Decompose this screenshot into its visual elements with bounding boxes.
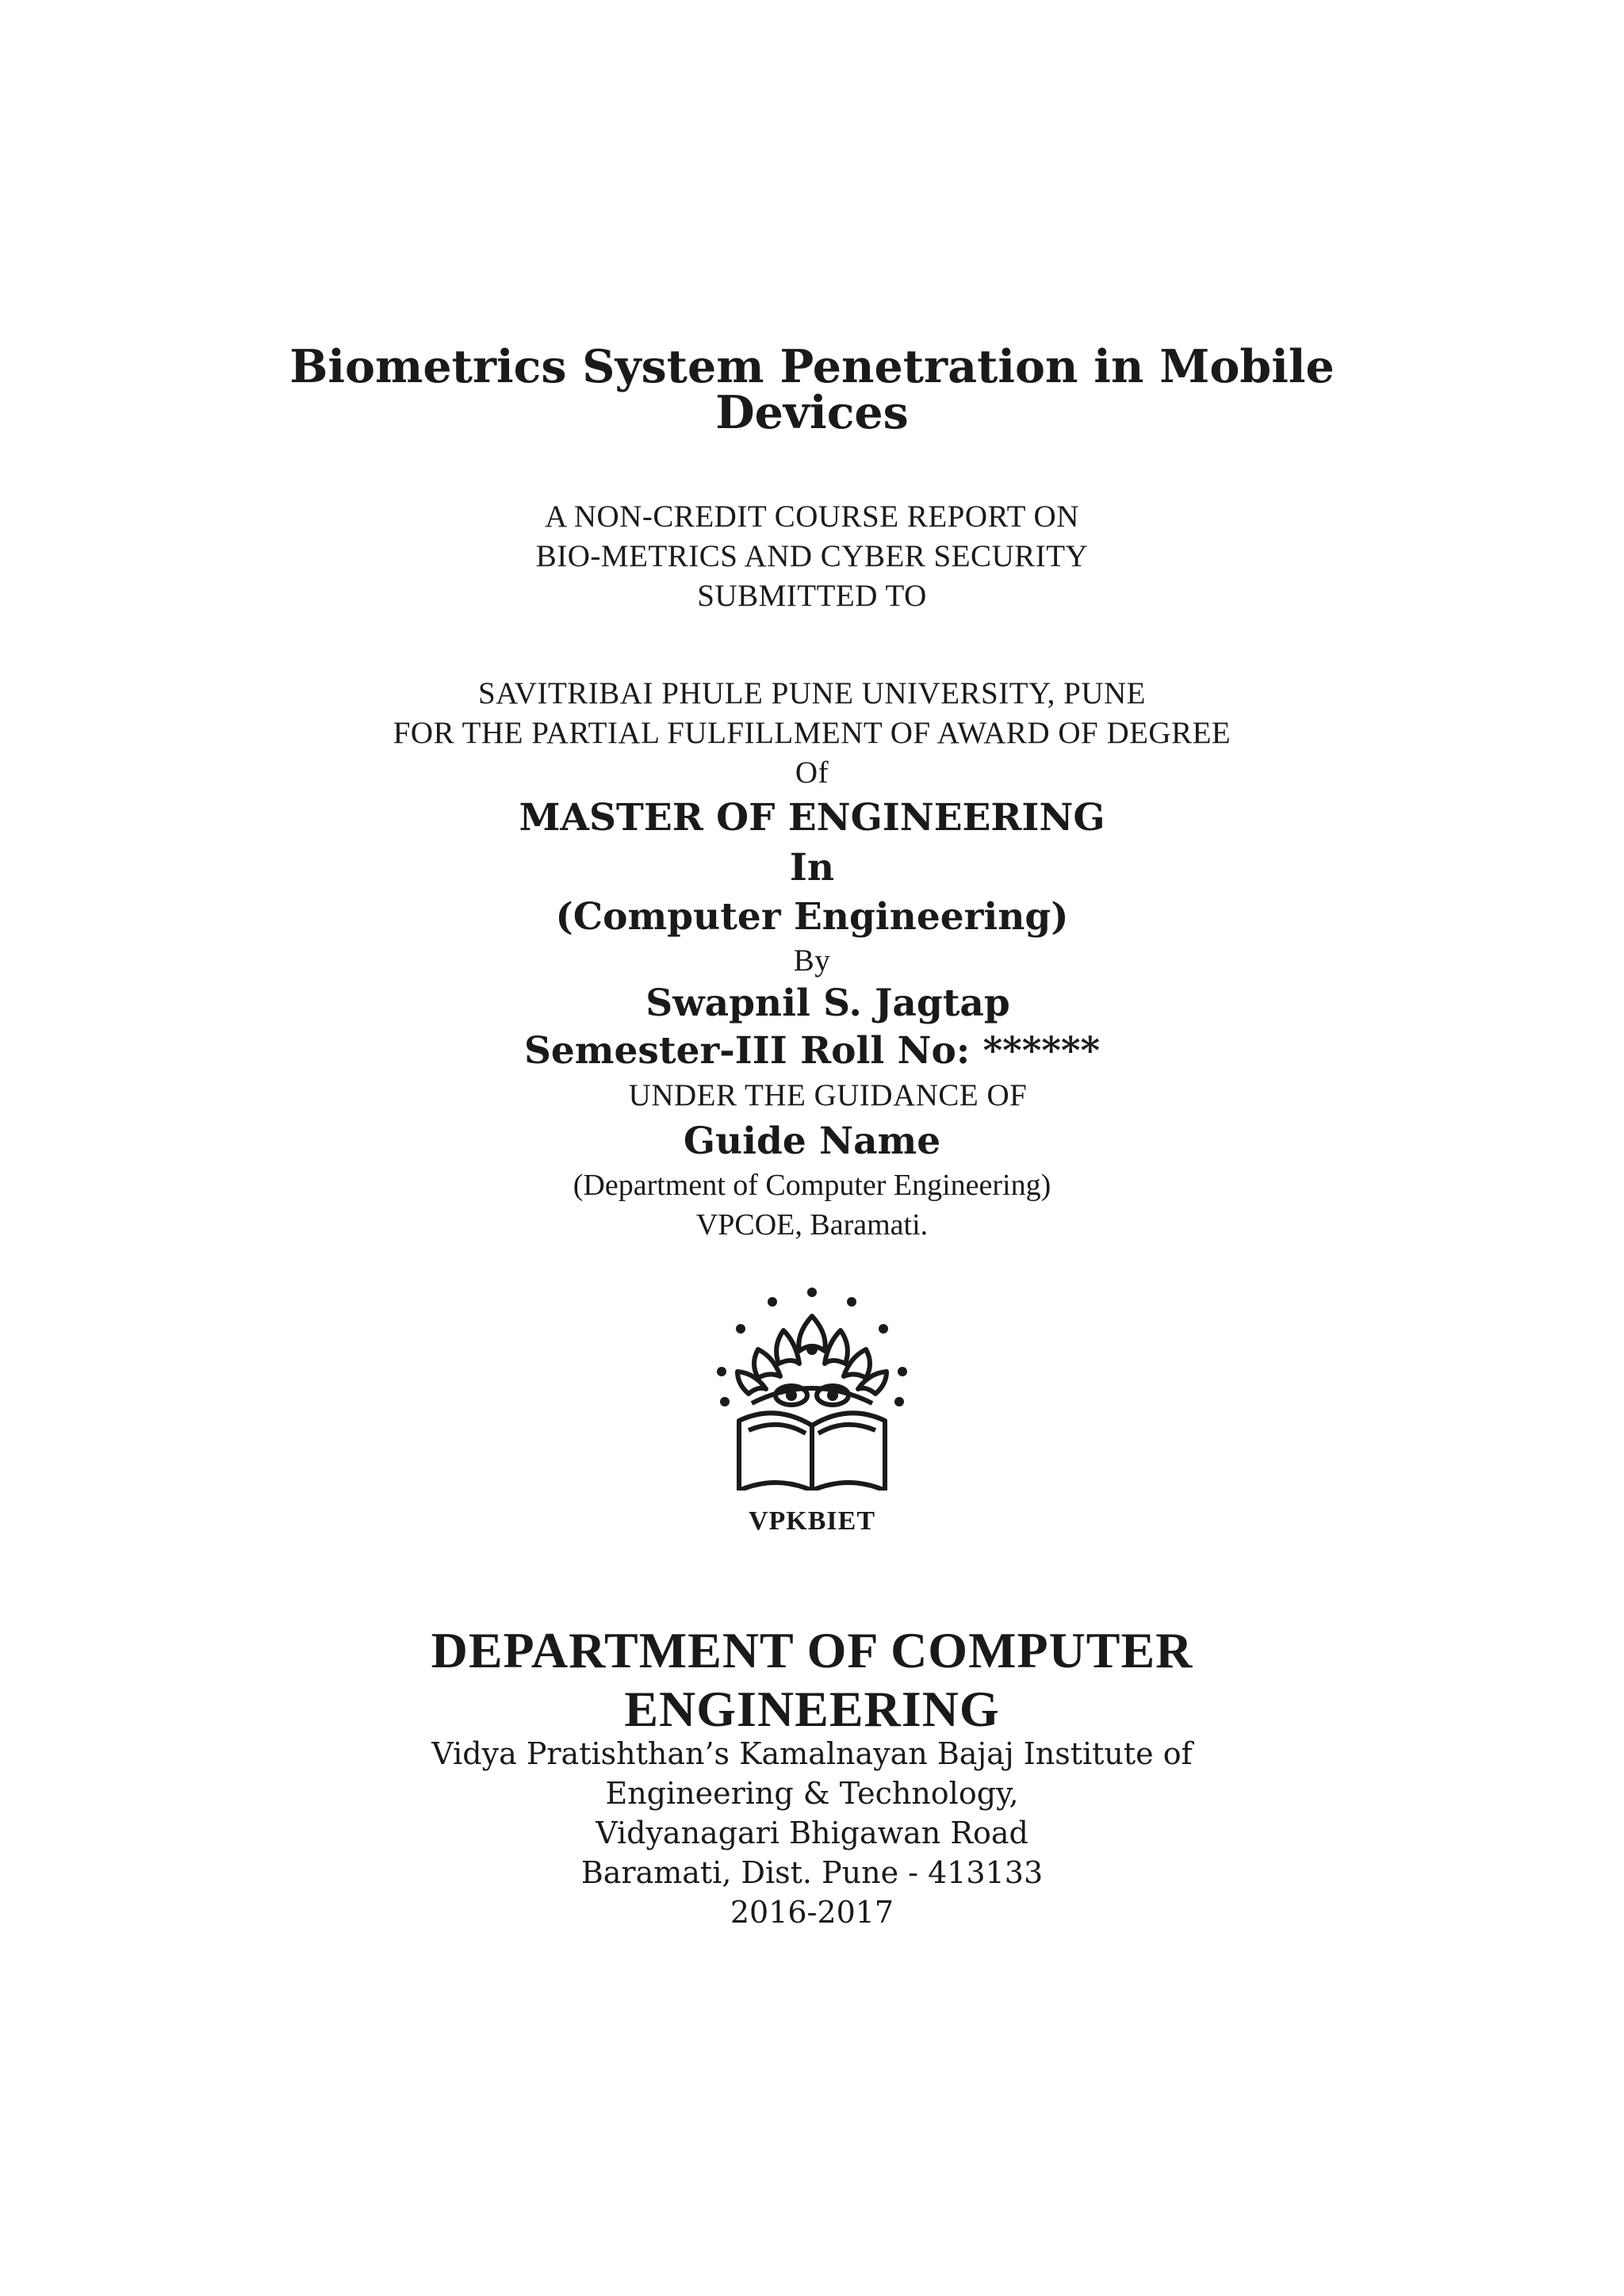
of-label: Of bbox=[795, 756, 829, 790]
vpkbiet-emblem-icon bbox=[717, 1284, 907, 1490]
by-label: By bbox=[793, 943, 831, 978]
submitted-to-label: SUBMITTED TO bbox=[697, 579, 927, 613]
institute-name-line-1: Vidya Pratishthan’s Kamalnayan Bajaj Institute of bbox=[431, 1736, 1193, 1771]
guide-college: VPCOE, Baramati. bbox=[695, 1208, 929, 1242]
in-label: In bbox=[789, 846, 835, 890]
guide-department: (Department of Computer Engineering) bbox=[573, 1169, 1051, 1202]
report-type-line-2: BIO-METRICS AND CYBER SECURITY bbox=[535, 539, 1089, 573]
university-name: SAVITRIBAI PHULE PUNE UNIVERSITY, PUNE bbox=[477, 676, 1147, 710]
logo-caption: VPKBIET bbox=[748, 1506, 876, 1536]
semester-roll-number: Semester-III Roll No: ****** bbox=[523, 1029, 1101, 1073]
department-heading-line-1: DEPARTMENT OF COMPUTER bbox=[431, 1622, 1193, 1678]
institute-address-line-2: Baramati, Dist. Pune - 413133 bbox=[580, 1855, 1044, 1890]
guidance-label: UNDER THE GUIDANCE OF bbox=[628, 1078, 1028, 1112]
institute-name-line-2: Engineering & Technology, bbox=[605, 1776, 1019, 1811]
guide-name: Guide Name bbox=[683, 1119, 941, 1163]
fulfillment-statement: FOR THE PARTIAL FULFILLMENT OF AWARD OF DEGREE bbox=[393, 716, 1231, 750]
report-type-line-1: A NON-CREDIT COURSE REPORT ON bbox=[545, 499, 1079, 534]
report-title-line-2: Devices bbox=[715, 386, 909, 439]
degree-name: MASTER OF ENGINEERING bbox=[519, 796, 1105, 840]
report-title-line-1: Biometrics System Penetration in Mobile bbox=[289, 340, 1335, 393]
author-name: Swapnil S. Jagtap bbox=[645, 982, 1010, 1025]
department-heading-line-2: ENGINEERING bbox=[624, 1681, 1000, 1737]
degree-branch: (Computer Engineering) bbox=[555, 895, 1069, 939]
institute-address-line-1: Vidyanagari Bhigawan Road bbox=[596, 1816, 1028, 1850]
academic-year: 2016-2017 bbox=[730, 1895, 894, 1930]
